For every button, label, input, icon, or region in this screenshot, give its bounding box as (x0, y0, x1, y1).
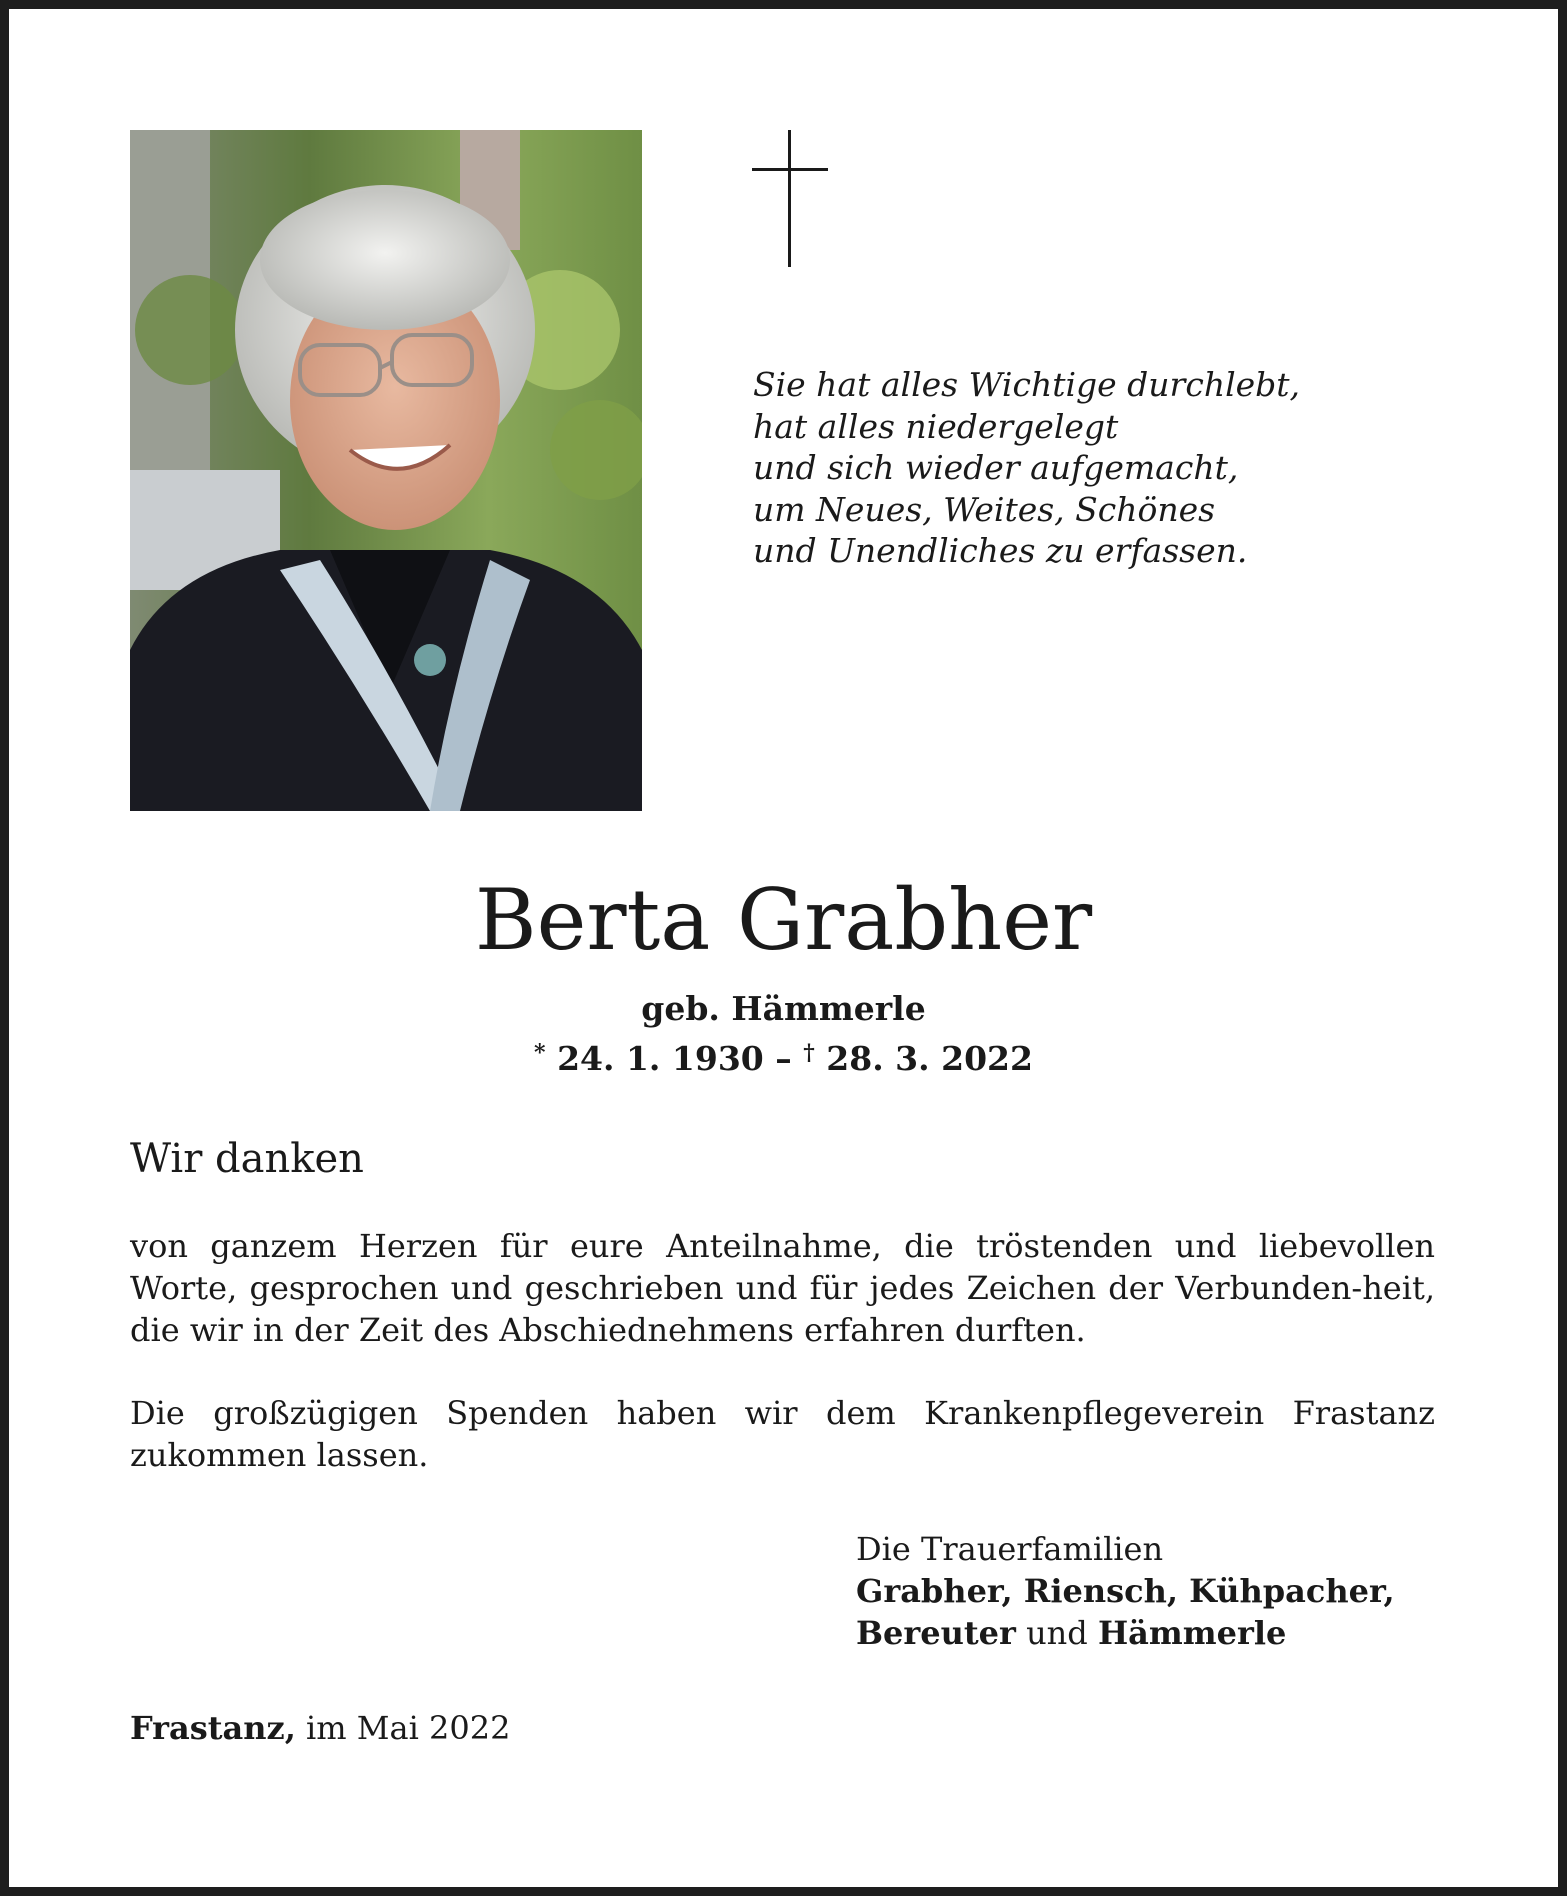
date-dash: – (775, 1039, 792, 1078)
thanks-heading: Wir danken (130, 1136, 364, 1182)
thanks-paragraph: von ganzem Herzen für eure Anteilnahme, die tröstenden und liebevollen Worte, gesprochen und geschrieben und für jedes Zeichen der Verbunden-heit, die wir in der Zeit des Abschiednehmens erfahren durften. (130, 1227, 1435, 1349)
poem-line: Sie hat alles Wichtige durchlebt, (753, 365, 1301, 404)
family-bereuter: Bereuter (856, 1614, 1016, 1652)
poem-line: und sich wieder aufgemacht, (753, 448, 1239, 487)
born-name: geb. Hämmerle (641, 989, 926, 1028)
birth-symbol: * (534, 1040, 546, 1066)
signature-families: Grabher, Riensch, Kühpacher, (856, 1572, 1395, 1610)
cross-icon (752, 130, 828, 267)
signature-intro: Die Trauerfamilien (856, 1530, 1164, 1568)
portrait-photo (130, 130, 642, 811)
place-town: Frastanz, (130, 1709, 296, 1747)
portrait-photo-icon (130, 130, 642, 811)
signature-block (856, 1528, 1456, 1654)
life-dates (0, 1032, 1567, 1080)
donation-paragraph: Die großzügigen Spenden haben wir dem Krankenpflegeverein Frastanz zukommen lassen. (130, 1394, 1435, 1474)
poem-line: und Unendliches zu erfassen. (753, 531, 1248, 570)
death-symbol: † (803, 1040, 815, 1066)
birth-date: 24. 1. 1930 (557, 1039, 764, 1078)
poem-line: hat alles niedergelegt (753, 406, 1119, 446)
signature-families-line2 (856, 1612, 1456, 1654)
place-date (130, 1707, 510, 1749)
family-haemmerle: Hämmerle (1097, 1614, 1287, 1652)
place-month: im Mai 2022 (306, 1709, 511, 1747)
poem (753, 364, 1313, 572)
poem-line: um Neues, Weites, Schönes (753, 489, 1216, 529)
death-date: 28. 3. 2022 (826, 1039, 1033, 1078)
signature-joiner: und (1026, 1614, 1088, 1652)
deceased-name: Berta Grabher (474, 871, 1093, 969)
